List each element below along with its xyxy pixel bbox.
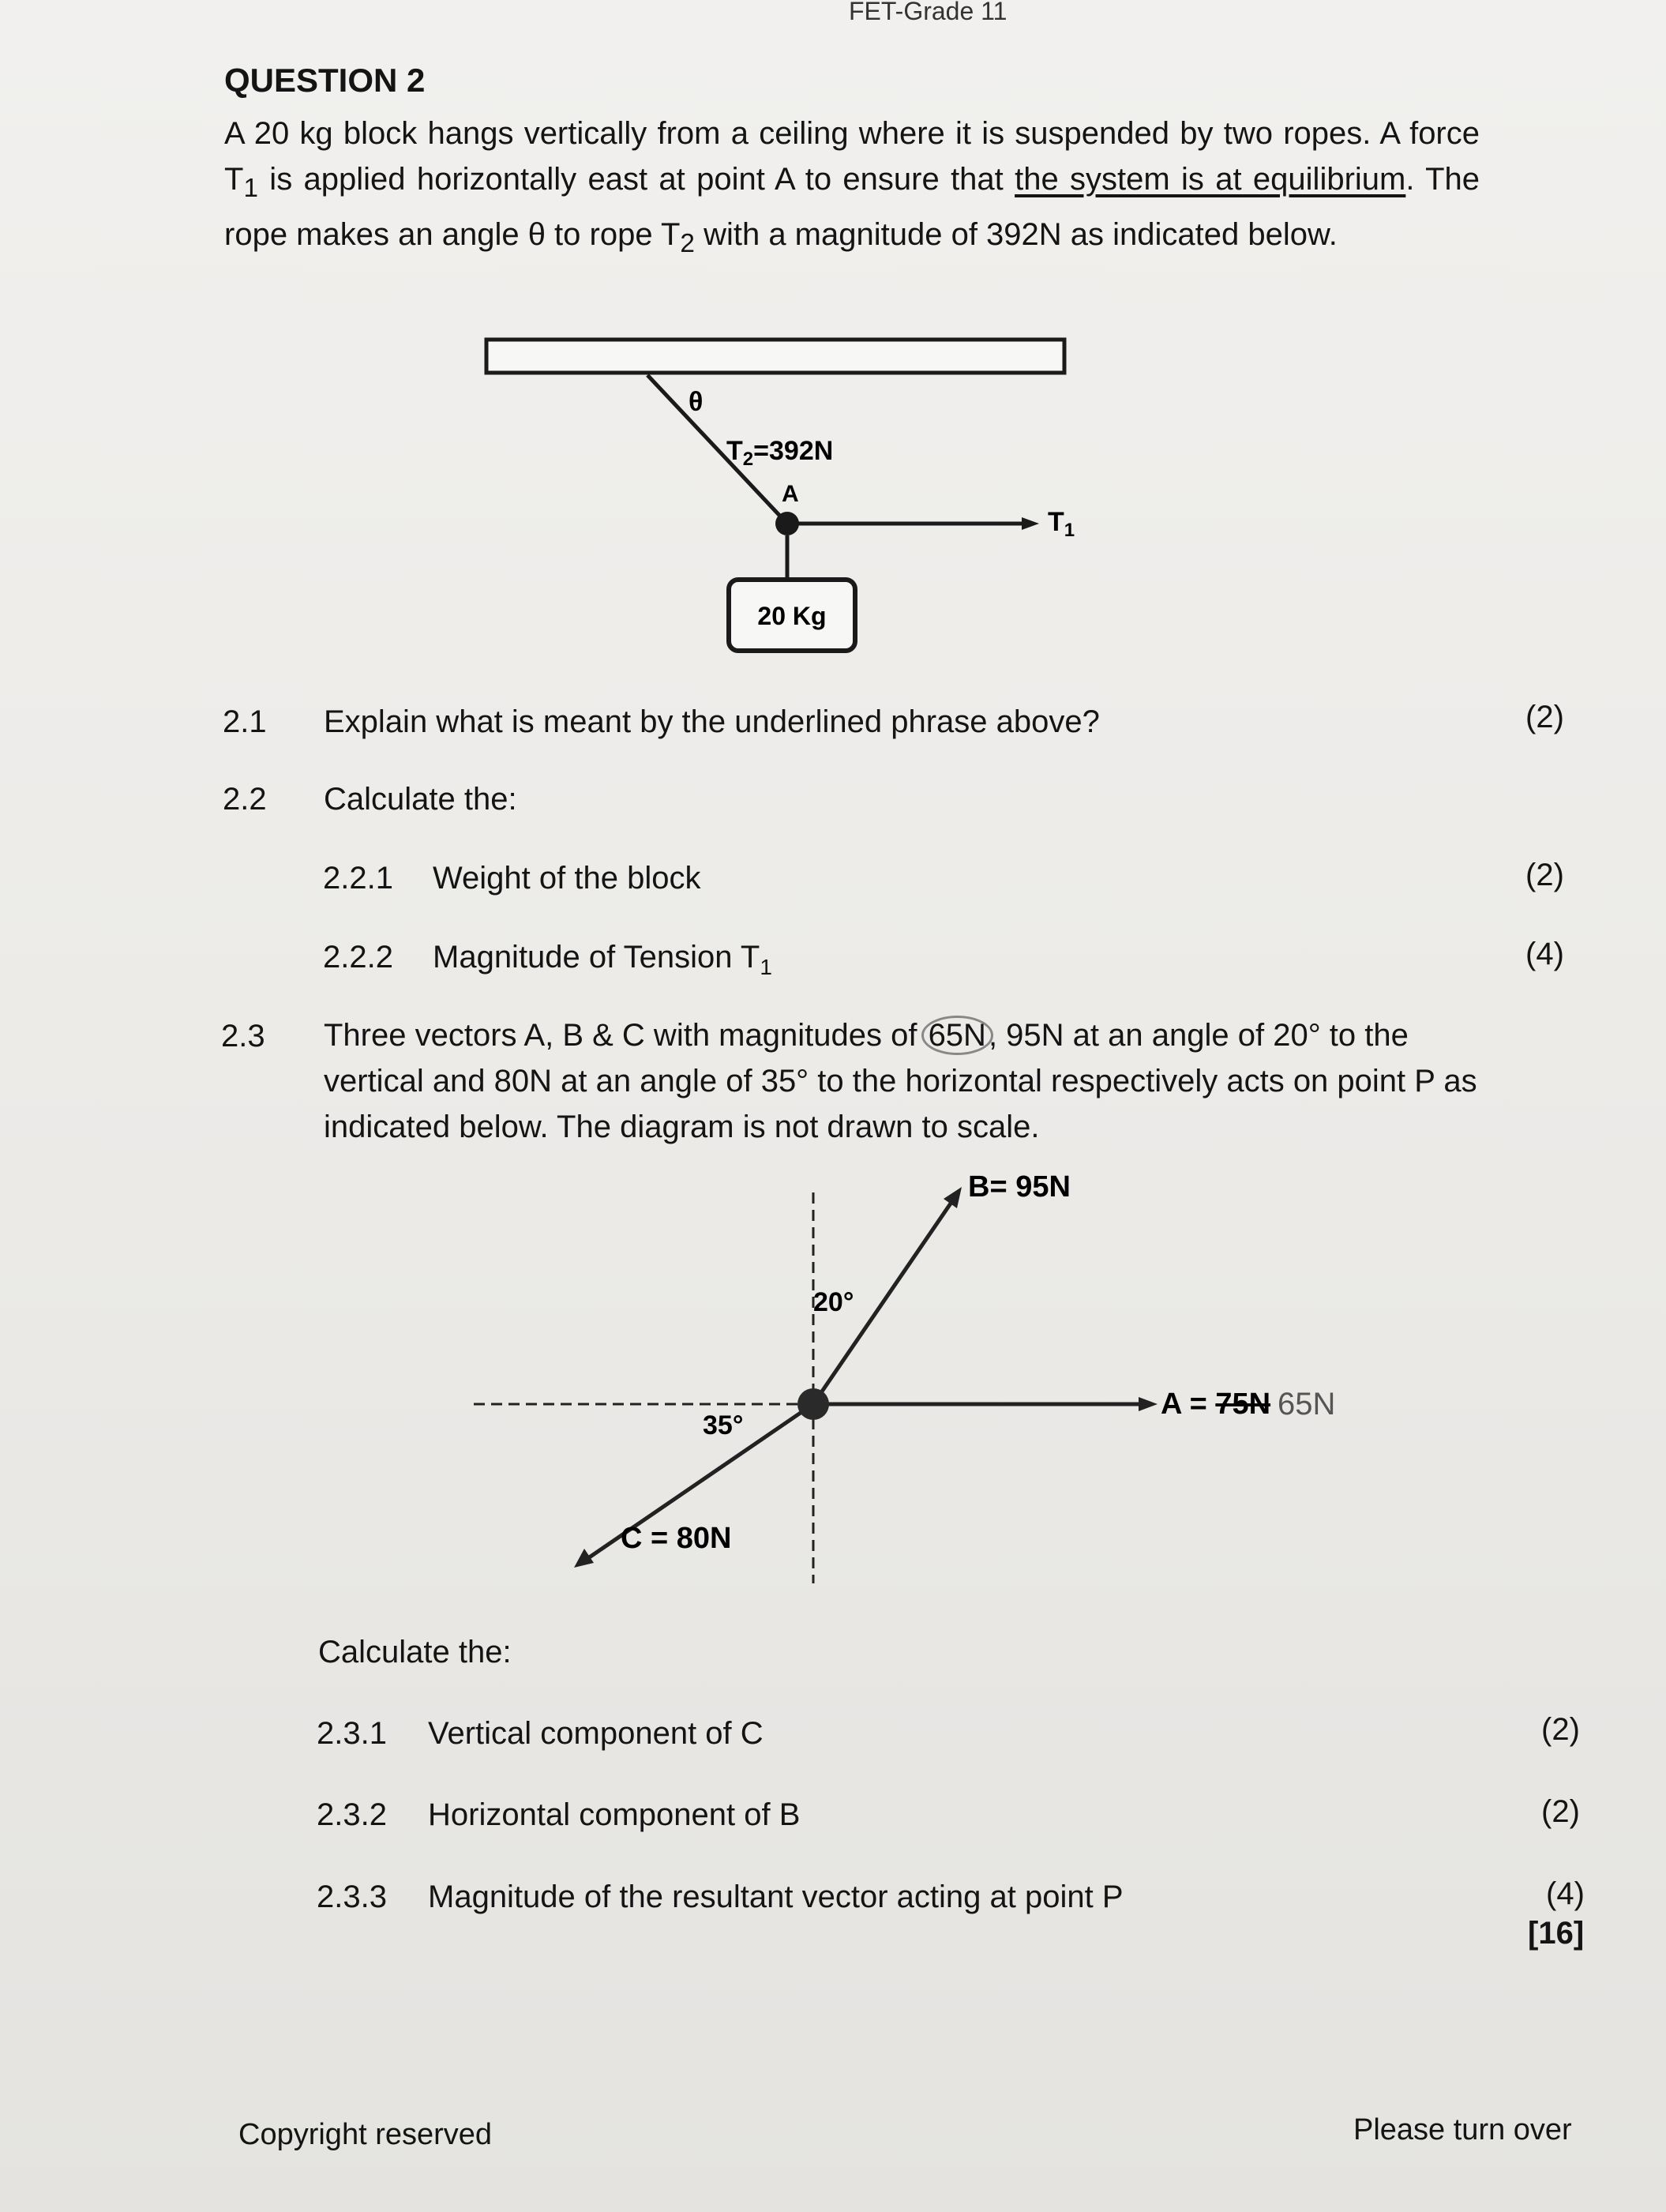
intro-sub-1: 1 [243,174,258,203]
vector-a-arrowhead [1139,1397,1158,1411]
q2-2-2-marks: (4) [1525,937,1564,971]
footer-copyright: Copyright reserved [238,2118,493,2151]
vector-b-arrowhead [944,1187,962,1208]
q2-3-1-number: 2.3.1 [317,1716,387,1751]
q2-3-2-text: Horizontal component of B [428,1797,801,1832]
vector-b-label: B= 95N [968,1170,1071,1204]
q2-1-number: 2.1 [223,704,267,739]
question-intro [224,111,1480,267]
total-marks: [16] [1528,1916,1585,1951]
q2-2-number: 2.2 [223,782,267,817]
circled-65n: 65N [921,1016,993,1055]
intro-text-2: is applied horizontally east at point A to ensure that [257,162,1015,197]
intro-text-1: A 20 kg block hangs vertically from a ceiling where it is suspended by two ropes. A force T [224,116,1480,197]
vector-a-label: A = 75N [1161,1388,1271,1421]
footer-turn-over: Please turn over [1353,2113,1572,2146]
handwritten-65n: 65N [1278,1387,1336,1421]
q2-2-2-number: 2.2.2 [323,940,393,975]
ceiling-bar [486,340,1064,373]
theta-label: θ [689,387,704,417]
q2-2-1-number: 2.2.1 [323,861,393,896]
q2-2-text: Calculate the: [324,782,517,817]
q2-3-calc-text: Calculate the: [318,1635,512,1669]
q2-3-2-marks: (2) [1541,1794,1580,1829]
underlined-phrase: the system is at equilibrium [1015,162,1406,197]
point-a-dot [775,512,799,535]
q2-3-3-marks: (4) [1546,1876,1585,1911]
q2-1-marks: (2) [1525,700,1564,734]
angle-20-label: 20° [813,1287,854,1317]
q2-3-3-text: Magnitude of the resultant vector acting at point P [428,1880,1124,1914]
q2-3-text: Three vectors A, B & C with magnitudes of 65N, 95N at an angle of 20° to the vertical and 80N at an angle of 35° to the horizontal respectively acts on point P as indicated below. The diagram is not drawn to scale. [324,1012,1484,1150]
question-title: QUESTION 2 [224,62,426,99]
block-label: 20 Kg [757,602,827,630]
q2-3-number: 2.3 [221,1019,265,1053]
vector-c-label: C = 80N [621,1522,732,1555]
intro-text-3: . The rope makes an angle θ to rope T [224,162,1480,252]
q2-3-2-number: 2.3.2 [317,1797,387,1832]
q2-2-1-text: Weight of the block [433,861,701,896]
intro-sub-2: 2 [680,229,695,258]
angle-35-label: 35° [703,1410,744,1440]
point-a-label: A [782,481,799,507]
q2-2-1-marks: (2) [1525,858,1564,892]
q2-3-3-number: 2.3.3 [317,1880,387,1914]
q2-3-1-marks: (2) [1541,1712,1580,1747]
vector-diagram [466,1169,1398,1595]
force-t1-arrowhead [1022,517,1039,530]
q2-1-text: Explain what is meant by the underlined phrase above? [324,704,1100,739]
grade-header: FET-Grade 11 [849,0,1007,25]
point-p-dot [797,1388,829,1420]
q2-3-1-text: Vertical component of C [428,1716,764,1751]
hanging-block-diagram [474,332,1090,663]
t2-label: $T_2=392N$ [726,436,834,470]
q2-2-2-text: Magnitude of Tension $T_1$ [433,940,772,979]
t1-label: $T_1$ [1048,507,1075,541]
intro-text-4: with a magnitude of 392N as indicated below. [694,217,1338,252]
